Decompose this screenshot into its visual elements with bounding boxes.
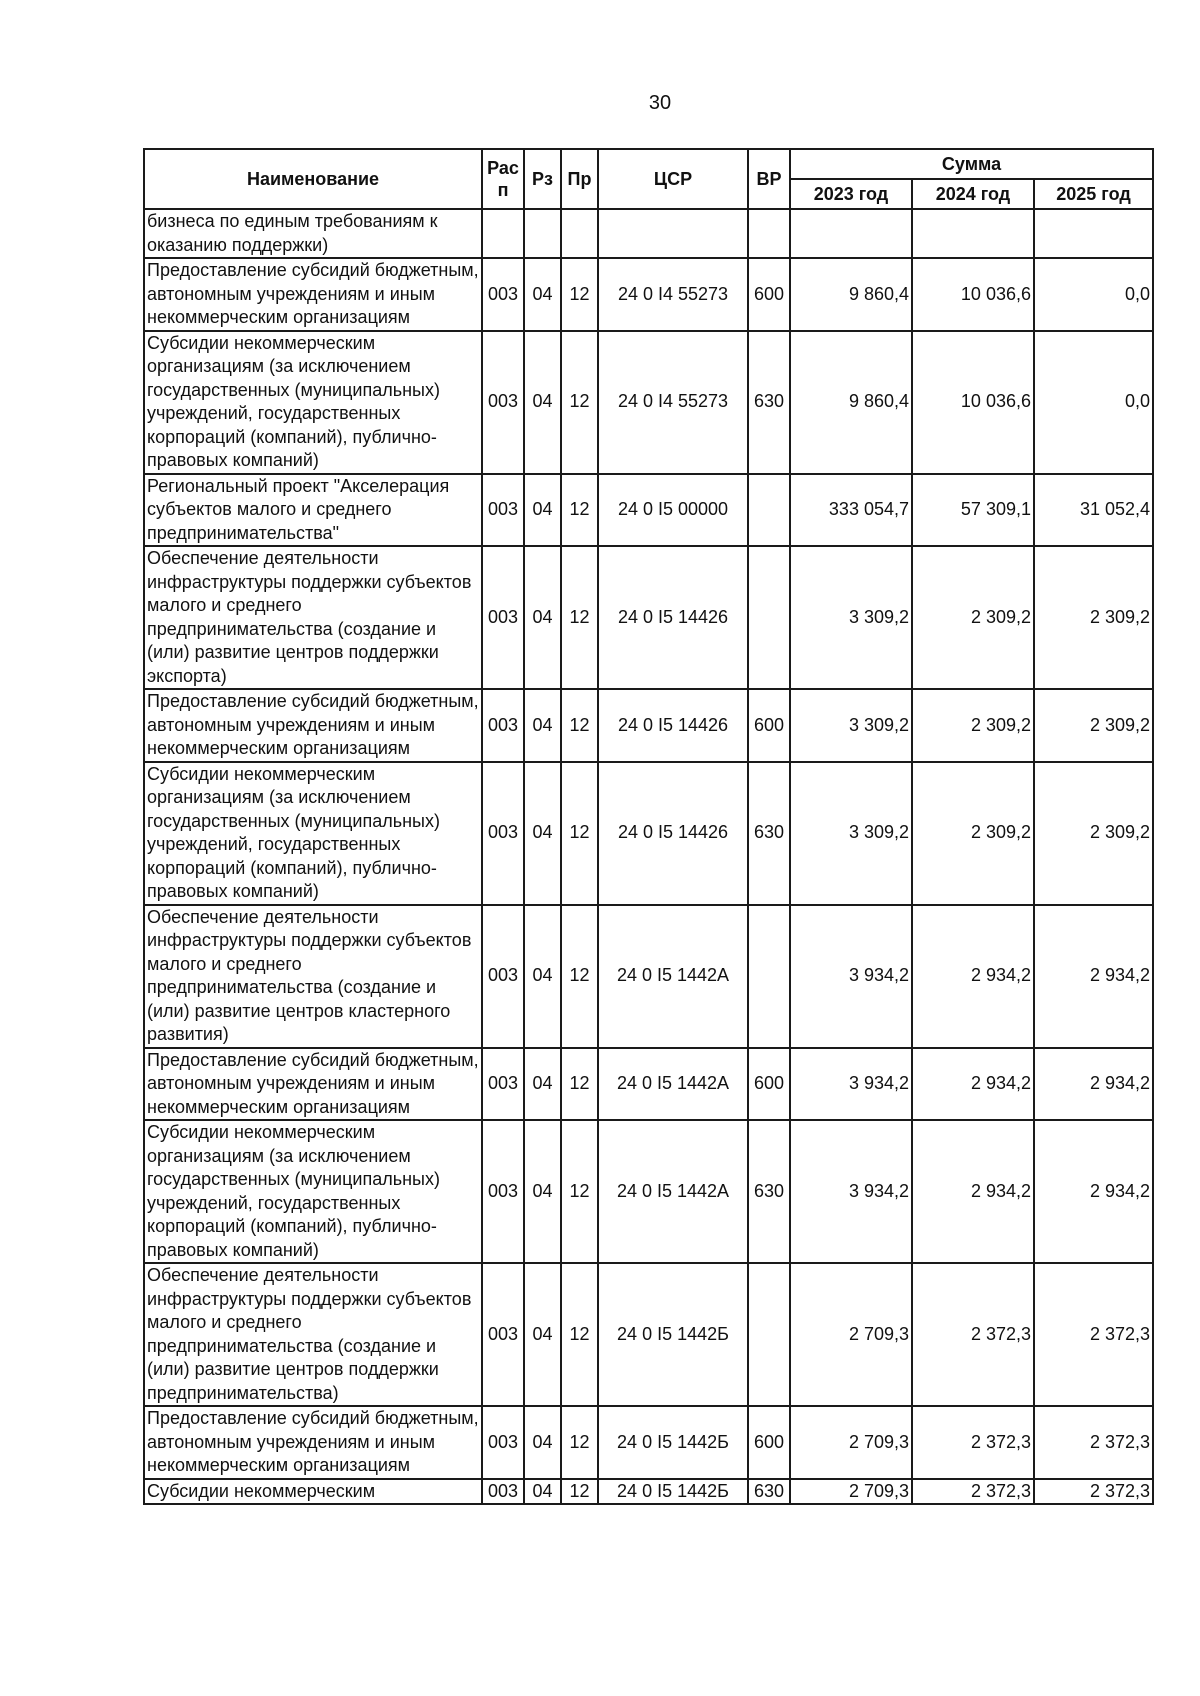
row-vr: 600: [748, 1406, 790, 1479]
row-csr: 24 0 I5 1442Б: [598, 1406, 748, 1479]
row-amount-2024: 2 309,2: [912, 689, 1034, 762]
row-vr: [748, 209, 790, 258]
row-amount-2024: 2 372,3: [912, 1406, 1034, 1479]
row-rasp: 003: [482, 1048, 524, 1121]
table-row: [144, 331, 1153, 474]
row-rz: 04: [524, 1479, 561, 1505]
row-amount-2025: 31 052,4: [1034, 474, 1153, 547]
row-csr: 24 0 I4 55273: [598, 258, 748, 331]
row-amount-2023: 2 709,3: [790, 1479, 912, 1505]
row-rasp: 003: [482, 546, 524, 689]
row-amount-2023: [790, 209, 912, 258]
row-csr: 24 0 I5 14426: [598, 762, 748, 905]
table-row: [144, 209, 1153, 258]
header-2025: 2025 год: [1034, 179, 1153, 209]
row-csr: 24 0 I5 1442Б: [598, 1479, 748, 1505]
row-amount-2023: 9 860,4: [790, 331, 912, 474]
table-row: [144, 1120, 1153, 1263]
row-name: Субсидии некоммерческим организациям (за исключением государственных (муниципальных) учреждений, государственных корпораций (компаний), публично-правовых компаний): [144, 1120, 482, 1263]
row-vr: [748, 905, 790, 1048]
row-amount-2024: 57 309,1: [912, 474, 1034, 547]
row-rasp: 003: [482, 905, 524, 1048]
row-amount-2024: 2 372,3: [912, 1479, 1034, 1505]
table-row: [144, 1479, 1153, 1505]
row-amount-2023: 3 309,2: [790, 689, 912, 762]
row-name: Субсидии некоммерческим организациям (за исключением государственных (муниципальных) учреждений, государственных корпораций (компаний), публично-правовых компаний): [144, 762, 482, 905]
row-csr: 24 0 I5 14426: [598, 546, 748, 689]
row-rasp: 003: [482, 331, 524, 474]
row-amount-2025: 2 372,3: [1034, 1263, 1153, 1406]
row-amount-2024: 2 309,2: [912, 762, 1034, 905]
row-pr: 12: [561, 1048, 598, 1121]
row-amount-2024: 2 372,3: [912, 1263, 1034, 1406]
header-2024: 2024 год: [912, 179, 1034, 209]
row-name: Обеспечение деятельности инфраструктуры поддержки субъектов малого и среднего предпринимательства (создание и (или) развитие центров поддержки экспорта): [144, 546, 482, 689]
row-amount-2023: 2 709,3: [790, 1406, 912, 1479]
row-name: Региональный проект "Акселерация субъектов малого и среднего предпринимательства": [144, 474, 482, 547]
row-rasp: 003: [482, 258, 524, 331]
header-2023: 2023 год: [790, 179, 912, 209]
row-amount-2025: 2 309,2: [1034, 762, 1153, 905]
row-rz: 04: [524, 1048, 561, 1121]
row-name: Предоставление субсидий бюджетным, автономным учреждениям и иным некоммерческим организациям: [144, 689, 482, 762]
row-amount-2024: 10 036,6: [912, 331, 1034, 474]
row-amount-2025: 2 309,2: [1034, 689, 1153, 762]
row-rasp: 003: [482, 762, 524, 905]
row-csr: 24 0 I5 14426: [598, 689, 748, 762]
row-pr: 12: [561, 331, 598, 474]
row-name: бизнеса по единым требованиям к оказанию поддержки): [144, 209, 482, 258]
row-pr: 12: [561, 762, 598, 905]
row-amount-2025: 2 309,2: [1034, 546, 1153, 689]
row-vr: [748, 1263, 790, 1406]
row-rz: 04: [524, 546, 561, 689]
row-rz: 04: [524, 474, 561, 547]
budget-table: [143, 148, 1154, 1505]
row-amount-2023: 3 934,2: [790, 1048, 912, 1121]
row-pr: 12: [561, 689, 598, 762]
row-rz: 04: [524, 905, 561, 1048]
row-rasp: 003: [482, 1120, 524, 1263]
row-name: Обеспечение деятельности инфраструктуры поддержки субъектов малого и среднего предпринимательства (создание и (или) развитие центров поддержки предпринимательства): [144, 1263, 482, 1406]
table-row: [144, 474, 1153, 547]
table-row: [144, 1406, 1153, 1479]
row-vr: 630: [748, 331, 790, 474]
row-amount-2025: 0,0: [1034, 331, 1153, 474]
table-row: [144, 1263, 1153, 1406]
row-amount-2025: 2 934,2: [1034, 905, 1153, 1048]
page-number: 30: [648, 92, 672, 114]
row-pr: 12: [561, 1120, 598, 1263]
header-csr: ЦСР: [598, 149, 748, 209]
row-vr: 600: [748, 689, 790, 762]
row-pr: 12: [561, 1263, 598, 1406]
row-amount-2024: 2 309,2: [912, 546, 1034, 689]
row-pr: 12: [561, 905, 598, 1048]
row-amount-2023: 333 054,7: [790, 474, 912, 547]
row-vr: 630: [748, 762, 790, 905]
row-rz: 04: [524, 331, 561, 474]
row-rasp: 003: [482, 1406, 524, 1479]
row-amount-2023: 2 709,3: [790, 1263, 912, 1406]
row-name: Предоставление субсидий бюджетным, автономным учреждениям и иным некоммерческим организациям: [144, 1048, 482, 1121]
row-amount-2025: 2 934,2: [1034, 1048, 1153, 1121]
row-rasp: 003: [482, 689, 524, 762]
header-rasp: Рас п: [482, 149, 524, 209]
row-vr: [748, 546, 790, 689]
table-body: [144, 209, 1153, 1504]
row-amount-2023: 3 309,2: [790, 762, 912, 905]
row-vr: 600: [748, 1048, 790, 1121]
header-sum: Сумма: [790, 149, 1153, 179]
row-csr: 24 0 I4 55273: [598, 331, 748, 474]
row-csr: 24 0 I5 1442Б: [598, 1263, 748, 1406]
row-amount-2023: 3 934,2: [790, 905, 912, 1048]
row-csr: 24 0 I5 1442А: [598, 905, 748, 1048]
row-vr: 600: [748, 258, 790, 331]
row-vr: 630: [748, 1120, 790, 1263]
row-amount-2025: 2 372,3: [1034, 1406, 1153, 1479]
row-csr: 24 0 I5 1442А: [598, 1120, 748, 1263]
row-name: Субсидии некоммерческим организациям (за исключением государственных (муниципальных) учреждений, государственных корпораций (компаний), публично-правовых компаний): [144, 331, 482, 474]
row-rz: 04: [524, 762, 561, 905]
row-name: Предоставление субсидий бюджетным, автономным учреждениям и иным некоммерческим организациям: [144, 1406, 482, 1479]
table-row: [144, 258, 1153, 331]
row-amount-2025: 2 372,3: [1034, 1479, 1153, 1505]
row-amount-2023: 3 934,2: [790, 1120, 912, 1263]
row-rasp: [482, 209, 524, 258]
row-csr: [598, 209, 748, 258]
row-pr: 12: [561, 474, 598, 547]
row-amount-2024: 10 036,6: [912, 258, 1034, 331]
table-row: [144, 905, 1153, 1048]
row-rz: 04: [524, 1263, 561, 1406]
table-row: [144, 689, 1153, 762]
header-vr: ВР: [748, 149, 790, 209]
row-pr: 12: [561, 258, 598, 331]
row-amount-2023: 3 309,2: [790, 546, 912, 689]
row-rz: 04: [524, 689, 561, 762]
header-name: Наименование: [144, 149, 482, 209]
row-rasp: 003: [482, 474, 524, 547]
row-amount-2024: 2 934,2: [912, 1048, 1034, 1121]
table-row: [144, 762, 1153, 905]
row-pr: 12: [561, 1406, 598, 1479]
row-pr: 12: [561, 546, 598, 689]
row-rasp: 003: [482, 1263, 524, 1406]
row-amount-2025: 2 934,2: [1034, 1120, 1153, 1263]
row-amount-2024: [912, 209, 1034, 258]
row-rasp: 003: [482, 1479, 524, 1505]
row-name: Предоставление субсидий бюджетным, автономным учреждениям и иным некоммерческим организациям: [144, 258, 482, 331]
row-pr: 12: [561, 1479, 598, 1505]
row-name: Субсидии некоммерческим: [144, 1479, 482, 1505]
row-amount-2025: 0,0: [1034, 258, 1153, 331]
header-rz: Рз: [524, 149, 561, 209]
row-rz: 04: [524, 258, 561, 331]
row-rz: [524, 209, 561, 258]
table-row: [144, 1048, 1153, 1121]
header-pr: Пр: [561, 149, 598, 209]
table-row: [144, 546, 1153, 689]
row-amount-2024: 2 934,2: [912, 1120, 1034, 1263]
row-vr: 630: [748, 1479, 790, 1505]
row-amount-2024: 2 934,2: [912, 905, 1034, 1048]
row-rz: 04: [524, 1120, 561, 1263]
row-amount-2025: [1034, 209, 1153, 258]
row-csr: 24 0 I5 00000: [598, 474, 748, 547]
row-name: Обеспечение деятельности инфраструктуры поддержки субъектов малого и среднего предпринимательства (создание и (или) развитие центров кластерного развития): [144, 905, 482, 1048]
row-pr: [561, 209, 598, 258]
row-amount-2023: 9 860,4: [790, 258, 912, 331]
row-csr: 24 0 I5 1442А: [598, 1048, 748, 1121]
row-vr: [748, 474, 790, 547]
row-rz: 04: [524, 1406, 561, 1479]
